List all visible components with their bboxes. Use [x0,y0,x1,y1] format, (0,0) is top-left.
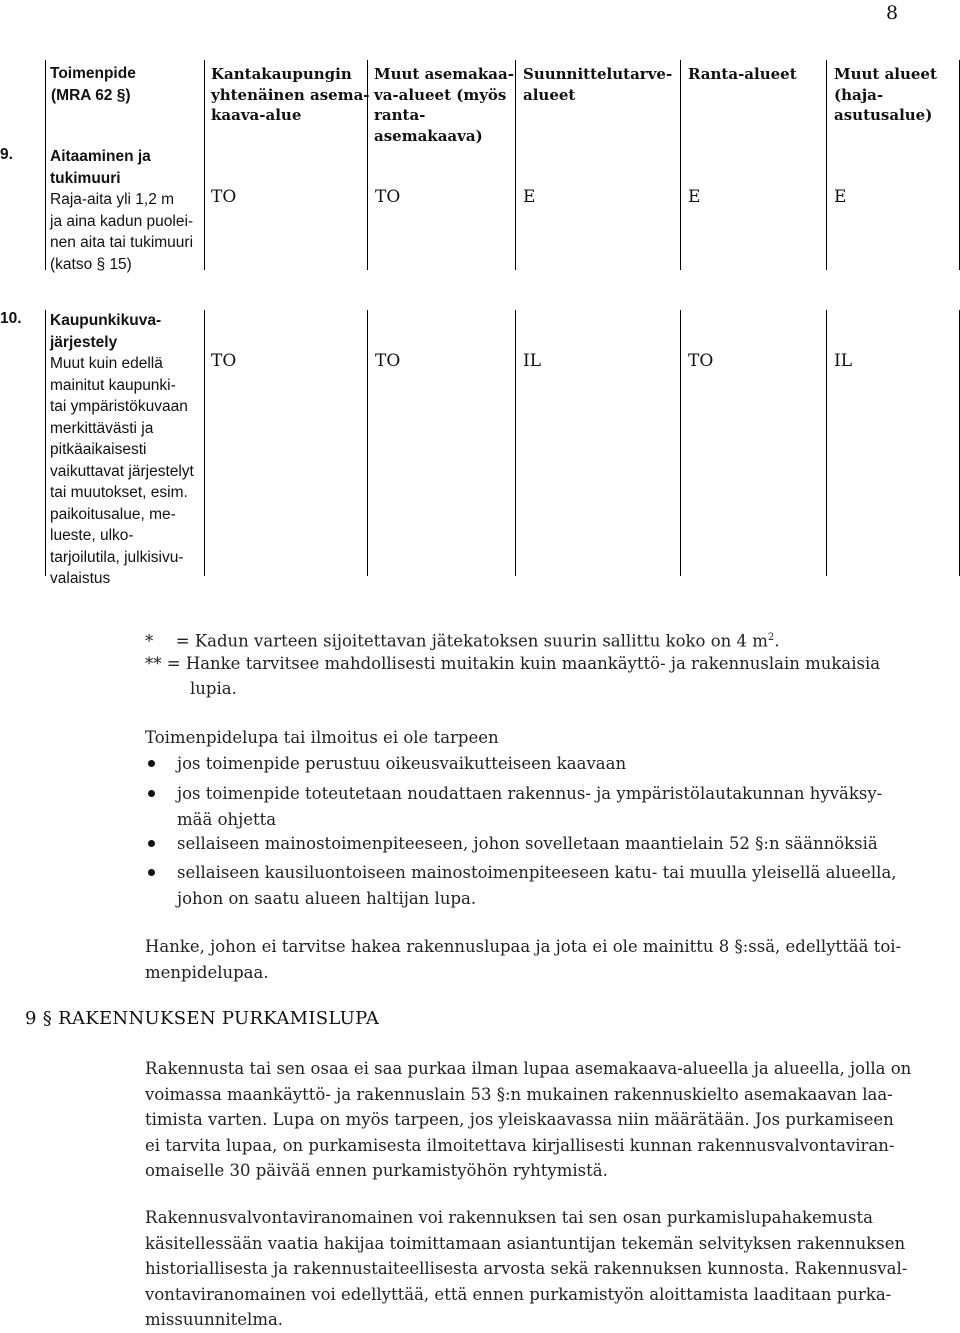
exemption-item: sellaiseen kausiluontoiseen mainostoimenpiteeseen katu- tai muulla yleisellä alueella, johon on saatu alueen haltijan lupa. [177,863,897,908]
footnote-mark: * [145,631,154,651]
table-rule-4 [680,60,681,270]
table-rule-3 [515,60,516,270]
cell-value: TO [688,351,714,371]
cell-value: TO [211,187,237,207]
table-rule-1 [204,60,205,270]
table-rule-2-b [367,310,368,576]
header-toimenpide: Toimenpide (MRA 62 §) [50,65,136,104]
table-rule-5-b [826,310,827,576]
table-rule-3-b [515,310,516,576]
cell-value: TO [211,351,237,371]
page-number: 8 [886,2,899,24]
header-kantakaupunki: Kantakaupungin yhtenäinen asema- kaava-alue [211,65,370,124]
header-suunnittelutarve: Suunnittelutarve- alueet [523,65,673,104]
footnote-2: ** = Hanke tarvitsee mahdollisesti muitakin kuin maankäyttö- ja rakennuslain mukaisia [145,654,881,673]
cell-value: E [834,187,847,207]
section-paragraph-2: Rakennusvalvontaviranomainen voi rakennuksen tai sen osan purkamislupahakemusta käsitellessään vaatia hakijaa toimittamaan asiantuntijan tekemän selvityksen rakennuksen historiallisesta ja rakennustaiteellisesta arvosta sekä rakennuksen kunnosta. Rakennusval- vontaviranomainen voi edellyttää, että ennen purkamistyön aloittamista laaditaan purka- missuunnitelma. [145,1208,908,1329]
header-muut-asemakaava: Muut asemakaa- va-alueet (myös ranta- asemakaava) [374,65,514,145]
bullet-icon [148,840,155,847]
section-paragraph-1: Rakennusta tai sen osaa ei saa purkaa ilman lupaa asemakaava-alueella ja alueella, jolla on voimassa maankäyttö- ja rakennuslain 53 §:n mukainen rakennuskielto asemakaavan laa- timista varten. Lupa on myös tarpeen, jos yleiskaavassa niin määrätään. Jos purkamiseen ei tarvita lupaa, on purkamisesta ilmoitettava kirjallisesti kunnan rakennusvalvontaviran- omaiselle 30 päivää ennen purkamistyöhön ryhtymistä. [145,1059,912,1180]
row-title: Kaupunkikuva- järjestely Muut kuin edellä mainitut kaupunki- tai ympäristökuvaan merkittävästi ja pitkäaikaisesti vaikuttavat järjestelyt tai muutokset, esim. paikoitusalue, me- lueste, ulko- tarjoilutila, julkisivu- valaistus [50,312,194,587]
bullet-icon [148,790,155,797]
exemption-item: sellaiseen mainostoimenpiteeseen, johon sovelletaan maantielain 52 §:n säännöksiä [177,834,878,853]
table-rule-4-b [680,310,681,576]
exemption-item: jos toimenpide perustuu oikeusvaikutteiseen kaavaan [177,754,627,773]
exemptions-intro: Toimenpidelupa tai ilmoitus ei ole tarpeen [145,728,499,747]
footnote-2-cont: lupia. [190,679,237,698]
row-number: 10. [0,310,22,327]
row-number: 9. [0,146,13,163]
table-rule-left [45,60,46,270]
bullet-icon [148,869,155,876]
table-rule-left-b [45,310,46,576]
exemptions-closing: Hanke, johon ei tarvitse hakea rakennuslupaa ja jota ei ole mainittu 8 §:ssä, edellyttää toi- menpidelupaa. [145,937,902,982]
footnote-mark: ** [145,654,162,673]
cell-value: TO [375,187,401,207]
footnote-1: * = Kadun varteen sijoitettavan jätekatoksen suurin sallittu koko on 4 $m^2$. [145,631,780,651]
exemption-item: jos toimenpide toteutetaan noudattaen rakennus- ja ympäristölautakunnan hyväksy- mää ohjetta [177,784,883,829]
table-rule-5 [826,60,827,270]
row-title: Aitaaminen ja tukimuuri Raja-aita yli 1,2 m ja aina kadun puolei- nen aita tai tukimuuri (katso § 15) [50,148,194,273]
cell-value: TO [375,351,401,371]
cell-value: IL [523,351,542,371]
cell-value: E [523,187,536,207]
header-ranta-alueet: Ranta-alueet [688,65,797,83]
table-rule-1-b [204,310,205,576]
cell-value: E [688,187,701,207]
header-muut-alueet: Muut alueet (haja- asutusalue) [834,65,937,124]
cell-value: IL [834,351,853,371]
section-heading: 9 § RAKENNUKSEN PURKAMISLUPA [25,1008,380,1029]
bullet-icon [148,760,155,767]
